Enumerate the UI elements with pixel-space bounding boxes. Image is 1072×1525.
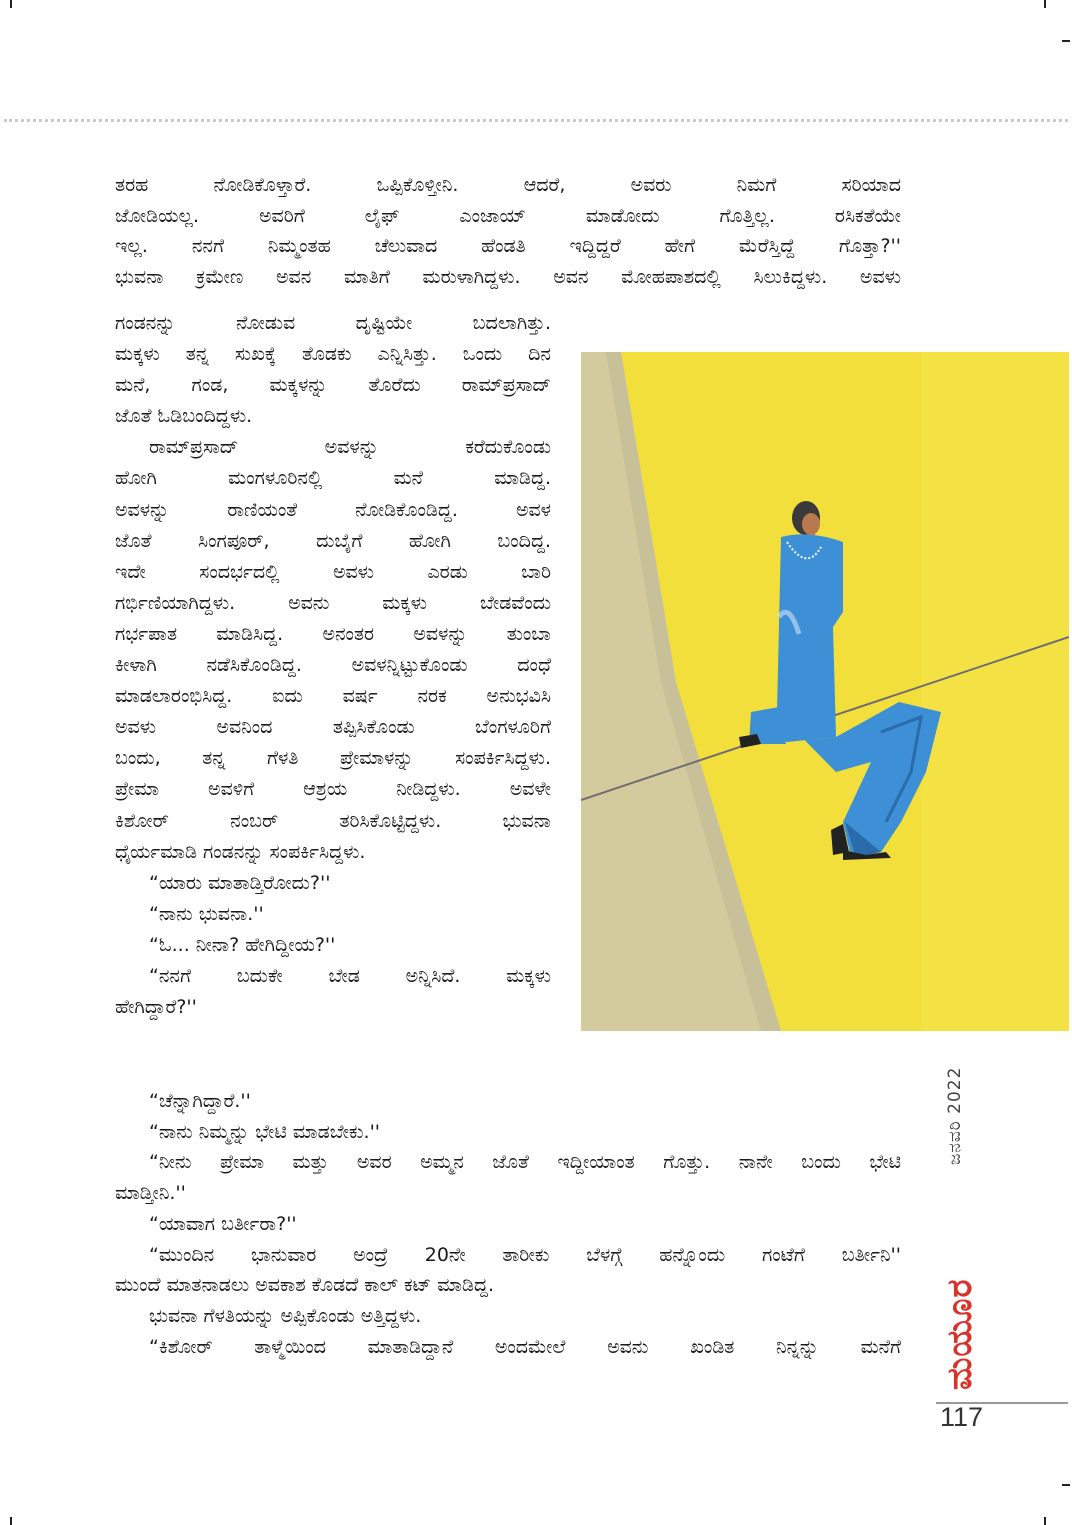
story-line: ಭುವನಾ ಕ್ರಮೇಣ ಅವನ ಮಾತಿಗೆ ಮರುಳಾಗಿದ್ದಳು. ಅವನ ಮೋಹಪಾಶದಲ್ಲಿ ಸಿಲುಕಿದ್ದಳು. ಅವಳು: [115, 266, 901, 289]
dialogue-line: ಹೇಗಿದ್ದಾರೆ?'': [115, 996, 197, 1019]
story-top-paragraph: [115, 170, 901, 293]
story-line: ಅವಳು ಅವನಿಂದ ತಪ್ಪಿಸಿಕೊಂಡು ಬೆಂಗಳೂರಿಗೆ: [115, 716, 551, 739]
story-line: ಮನೆ, ಗಂಡ, ಮಕ್ಕಳನ್ನು ತೊರೆದು ರಾಮ್‌ಪ್ರಸಾದ್: [115, 374, 551, 397]
dialogue-line: “ನಾನು ನಿಮ್ಮನ್ನು ಭೇಟಿ ಮಾಡಬೇಕು.'': [149, 1120, 381, 1143]
story-line: ಮಾಡಲಾರಂಭಿಸಿದ್ದ. ಐದು ವರ್ಷ ನರಕ ಅನುಭವಿಸಿ: [115, 685, 551, 708]
story-line: ಬಂದು, ತನ್ನ ಗೆಳತಿ ಪ್ರೇಮಾಳನ್ನು ಸಂಪರ್ಕಿಸಿದ್ದಳು.: [115, 747, 551, 770]
story-line: ಪ್ರೇಮಾ ಅವಳಿಗೆ ಆಶ್ರಯ ನೀಡಿದ್ದಳು. ಅವಳೇ: [115, 778, 551, 801]
dialogue-line: “ನೀನು ಪ್ರೇಮಾ ಮತ್ತು ಅವರ ಅಮ್ಮನ ಜೊತೆ ಇದ್ದೀಯಾಂತ ಗೊತ್ತು. ನಾನೇ ಬಂದು ಭೇಟಿ: [149, 1151, 901, 1174]
dialogue-line: “ಯಾರು ಮಾತಾಡ್ತಿರೋದು?'': [149, 871, 331, 894]
dialogue-line: “ಓ... ನೀನಾ? ಹೇಗಿದ್ದೀಯ?'': [149, 933, 336, 956]
story-column: [115, 308, 551, 1023]
dialogue-line: ಮಾಡ್ತೀನಿ.'': [115, 1182, 186, 1205]
crop-mark: [1044, 1517, 1046, 1525]
story-line: ಇದೇ ಸಂದರ್ಭದಲ್ಲಿ ಅವಳು ಎರಡು ಬಾರಿ: [115, 560, 551, 583]
story-line: ಅವಳನ್ನು ರಾಣಿಯಂತೆ ನೋಡಿಕೊಂಡಿದ್ದ. ಅವಳ: [115, 498, 551, 521]
page-number: 117: [940, 1402, 984, 1432]
story-line: ಗರ್ಭಿಣಿಯಾಗಿದ್ದಳು. ಅವನು ಮಕ್ಕಳು ಬೇಡವೆಂದು: [115, 591, 551, 614]
story-line: ಹೋಗಿ ಮಂಗಳೂರಿನಲ್ಲಿ ಮನೆ ಮಾಡಿದ್ದ.: [115, 467, 551, 490]
story-line: ಜೋಡಿಯಲ್ಲ. ಅವರಿಗೆ ಲೈಫ್ ಎಂಜಾಯ್ ಮಾಡೋದು ಗೊತ್ತಿಲ್ಲ. ರಸಿಕತೆಯೇ: [115, 204, 901, 227]
dialogue-line: “ಯಾವಾಗ ಬರ್ತೀರಾ?'': [149, 1212, 297, 1235]
magazine-logo: ಮಯೂರ: [940, 1278, 980, 1390]
story-line: ಕೀಳಾಗಿ ನಡೆಸಿಕೊಂಡಿದ್ದ. ಅವಳನ್ನಿಟ್ಟುಕೊಂಡು ದಂಧೆ: [115, 654, 551, 677]
crop-mark: [1062, 1484, 1070, 1486]
crop-mark: [10, 0, 12, 8]
story-line: ಜೊತೆ ಓಡಿಬಂದಿದ್ದಳು.: [115, 405, 253, 428]
dotted-separator: [4, 119, 1068, 122]
story-line: ಭುವನಾ ಗೆಳತಿಯನ್ನು ಅಪ್ಪಿಕೊಂಡು ಅತ್ತಿದ್ದಳು.: [149, 1304, 422, 1327]
story-line: ಗಂಡನನ್ನು ನೋಡುವ ದೃಷ್ಟಿಯೇ ಬದಲಾಗಿತ್ತು.: [115, 312, 551, 334]
crop-mark: [10, 1517, 12, 1525]
dialogue-line: “ಚೆನ್ನಾಗಿದ್ದಾರೆ.'': [149, 1090, 251, 1112]
story-line: ತರಹ ನೋಡಿಕೊಳ್ತಾರೆ. ಒಪ್ಪಿಕೊಳ್ತೀನಿ. ಆದರೆ, ಅವರು ನಿಮಗೆ ಸರಿಯಾದ: [115, 174, 901, 196]
crop-mark: [1062, 40, 1070, 42]
issue-date: ಜನವರಿ 2022: [945, 1066, 965, 1165]
dialogue-line: “ನಾನು ಭುವನಾ.'': [149, 902, 264, 925]
story-line: ಜೊತೆ ಸಿಂಗಪೂರ್, ದುಬೈಗೆ ಹೋಗಿ ಬಂದಿದ್ದ.: [115, 529, 551, 552]
dialogue-line: “ಕಿಶೋರ್ ತಾಳ್ಮೆಯಿಂದ ಮಾತಾಡಿದ್ದಾನೆ ಅಂದಮೇಲೆ ಅವನು ಖಂಡಿತ ನಿನ್ನನ್ನು ಮನೆಗೆ: [149, 1335, 901, 1358]
crop-mark: [1044, 0, 1046, 8]
story-line: ಮುಂದೆ ಮಾತನಾಡಲು ಅವಕಾಶ ಕೊಡದೆ ಕಾಲ್ ಕಟ್ ಮಾಡಿದ್ದ.: [115, 1274, 494, 1297]
story-line: ಮಕ್ಕಳು ತನ್ನ ಸುಖಕ್ಕೆ ತೊಡಕು ಎನ್ನಿಸಿತ್ತು. ಒಂದು ದಿನ: [115, 343, 551, 366]
story-line: ರಾಮ್‌ಪ್ರಸಾದ್ ಅವಳನ್ನು ಕರೆದುಕೊಂಡು: [149, 436, 551, 459]
story-line: ಗರ್ಭಪಾತ ಮಾಡಿಸಿದ್ದ. ಅನಂತರ ಅವಳನ್ನು ತುಂಬಾ: [115, 622, 551, 645]
story-line: ಕಿಶೋರ್ ನಂಬರ್ ತರಿಸಿಕೊಟ್ಟಿದ್ದಳು. ಭುವನಾ: [115, 809, 551, 832]
story-bottom: [115, 1086, 901, 1362]
story-line: ಧೈರ್ಯಮಾಡಿ ಗಂಡನನ್ನು ಸಂಪರ್ಕಿಸಿದ್ದಳು.: [115, 840, 366, 863]
dialogue-line: “ನನಗೆ ಬದುಕೇ ಬೇಡ ಅನ್ನಿಸಿದೆ. ಮಕ್ಕಳು: [149, 964, 551, 987]
dialogue-line: “ಮುಂದಿನ ಭಾನುವಾರ ಅಂದ್ರೆ 20ನೇ ತಾರೀಕು ಬೆಳಗ್ಗೆ ಹನ್ನೊಂದು ಗಂಟೆಗೆ ಬರ್ತೀನಿ'': [149, 1243, 901, 1266]
story-illustration: [581, 352, 1069, 1031]
story-line: ಇಲ್ಲ. ನನಗೆ ನಿಮ್ಮಂತಹ ಚೆಲುವಾದ ಹೆಂಡತಿ ಇದ್ದಿದ್ದರೆ ಹೇಗೆ ಮೆರೆಸ್ತಿದ್ದೆ ಗೊತ್ತಾ?'': [115, 235, 901, 258]
